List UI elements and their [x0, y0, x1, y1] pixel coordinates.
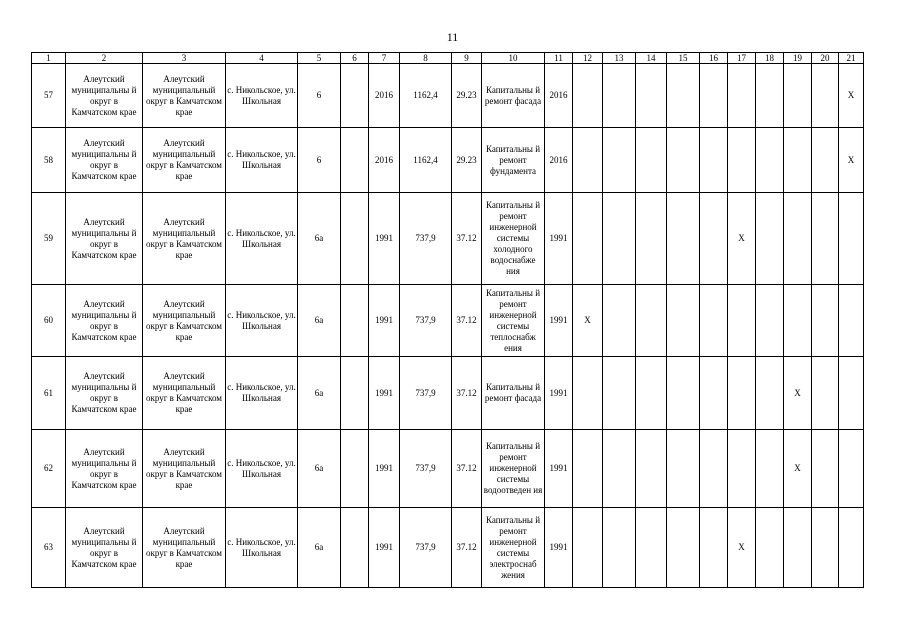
plan-col-15-cell	[667, 285, 700, 357]
municipality-cell: Алеутский муниципальны й округ в Камчатском крае	[66, 357, 143, 430]
owner-cell: Алеутский муниципальный округ в Камчатском крае	[143, 64, 226, 128]
column-header: 4	[226, 53, 298, 64]
row-number-cell: 63	[32, 508, 66, 588]
table-row	[32, 357, 864, 430]
column-header: 6	[341, 53, 369, 64]
address-cell: с. Никольское, ул. Школьная	[226, 193, 298, 285]
plan-col-19-cell	[784, 285, 812, 357]
column-header: 18	[756, 53, 784, 64]
building-letter-cell	[341, 430, 369, 508]
column-header: 12	[573, 53, 603, 64]
building-letter-cell	[341, 193, 369, 285]
work-type-cell: Капитальны й ремонт инженерной системы электроснаб жения	[482, 508, 545, 588]
plan-col-21-cell	[839, 508, 864, 588]
column-header: 7	[369, 53, 400, 64]
row-number-cell: 58	[32, 128, 66, 193]
owner-cell: Алеутский муниципальный округ в Камчатском крае	[143, 128, 226, 193]
plan-col-12-cell	[573, 430, 603, 508]
table-row	[32, 430, 864, 508]
wear-percent-cell: 29.23	[452, 128, 482, 193]
plan-col-13-cell	[603, 285, 636, 357]
address-cell: с. Никольское, ул. Школьная	[226, 357, 298, 430]
plan-col-13-cell	[603, 128, 636, 193]
plan-col-14-cell	[636, 193, 667, 285]
plan-col-17-cell: X	[728, 508, 756, 588]
wear-percent-cell: 37.12	[452, 285, 482, 357]
plan-col-16-cell	[700, 64, 728, 128]
column-header: 15	[667, 53, 700, 64]
owner-cell: Алеутский муниципальный округ в Камчатском крае	[143, 508, 226, 588]
house-number-cell: 6	[298, 64, 341, 128]
header-row	[32, 53, 864, 64]
column-header: 10	[482, 53, 545, 64]
area-cell: 737,9	[400, 285, 452, 357]
plan-col-19-cell: X	[784, 357, 812, 430]
column-header: 11	[545, 53, 573, 64]
building-letter-cell	[341, 64, 369, 128]
address-cell: с. Никольское, ул. Школьная	[226, 430, 298, 508]
plan-col-12-cell	[573, 357, 603, 430]
area-cell: 1162,4	[400, 64, 452, 128]
plan-col-21-cell	[839, 357, 864, 430]
plan-col-20-cell	[812, 430, 839, 508]
plan-col-19-cell	[784, 508, 812, 588]
municipality-cell: Алеутский муниципальны й округ в Камчатском крае	[66, 285, 143, 357]
plan-col-19-cell	[784, 64, 812, 128]
area-cell: 1162,4	[400, 128, 452, 193]
plan-col-20-cell	[812, 357, 839, 430]
column-header: 8	[400, 53, 452, 64]
wear-percent-cell: 37.12	[452, 193, 482, 285]
plan-col-14-cell	[636, 285, 667, 357]
row-number-cell: 57	[32, 64, 66, 128]
plan-col-18-cell	[756, 357, 784, 430]
plan-col-21-cell	[839, 430, 864, 508]
table-row	[32, 508, 864, 588]
year-commissioned-cell: 1991	[545, 508, 573, 588]
table-row	[32, 285, 864, 357]
municipality-cell: Алеутский муниципальны й округ в Камчатском крае	[66, 128, 143, 193]
plan-col-17-cell	[728, 430, 756, 508]
plan-col-14-cell	[636, 64, 667, 128]
house-number-cell: 6	[298, 128, 341, 193]
plan-col-21-cell	[839, 285, 864, 357]
plan-col-12-cell	[573, 508, 603, 588]
house-number-cell: 6а	[298, 430, 341, 508]
plan-col-20-cell	[812, 64, 839, 128]
municipality-cell: Алеутский муниципальны й округ в Камчатском крае	[66, 64, 143, 128]
plan-col-20-cell	[812, 508, 839, 588]
address-cell: с. Никольское, ул. Школьная	[226, 285, 298, 357]
page-number: 11	[446, 30, 459, 44]
municipality-cell: Алеутский муниципальны й округ в Камчатском крае	[66, 193, 143, 285]
owner-cell: Алеутский муниципальный округ в Камчатском крае	[143, 357, 226, 430]
table-row	[32, 193, 864, 285]
plan-col-20-cell	[812, 193, 839, 285]
column-header: 13	[603, 53, 636, 64]
year-commissioned-cell: 1991	[545, 430, 573, 508]
plan-col-15-cell	[667, 193, 700, 285]
year-built-cell: 1991	[369, 508, 400, 588]
area-cell: 737,9	[400, 357, 452, 430]
plan-col-19-cell: X	[784, 430, 812, 508]
building-letter-cell	[341, 128, 369, 193]
area-cell: 737,9	[400, 430, 452, 508]
year-commissioned-cell: 1991	[545, 193, 573, 285]
plan-col-18-cell	[756, 128, 784, 193]
building-letter-cell	[341, 285, 369, 357]
plan-col-13-cell	[603, 508, 636, 588]
plan-col-18-cell	[756, 193, 784, 285]
year-built-cell: 1991	[369, 285, 400, 357]
owner-cell: Алеутский муниципальный округ в Камчатском крае	[143, 430, 226, 508]
year-built-cell: 1991	[369, 357, 400, 430]
plan-col-18-cell	[756, 285, 784, 357]
column-header: 16	[700, 53, 728, 64]
plan-col-15-cell	[667, 357, 700, 430]
wear-percent-cell: 29.23	[452, 64, 482, 128]
work-type-cell: Капитальны й ремонт фасада	[482, 357, 545, 430]
work-type-cell: Капитальны й ремонт фасада	[482, 64, 545, 128]
plan-col-15-cell	[667, 128, 700, 193]
building-letter-cell	[341, 508, 369, 588]
column-header: 5	[298, 53, 341, 64]
plan-col-16-cell	[700, 285, 728, 357]
plan-col-13-cell	[603, 64, 636, 128]
plan-col-14-cell	[636, 128, 667, 193]
plan-col-15-cell	[667, 508, 700, 588]
wear-percent-cell: 37.12	[452, 357, 482, 430]
address-cell: с. Никольское, ул. Школьная	[226, 508, 298, 588]
plan-col-13-cell	[603, 430, 636, 508]
plan-col-14-cell	[636, 357, 667, 430]
municipality-cell: Алеутский муниципальны й округ в Камчатском крае	[66, 430, 143, 508]
house-number-cell: 6а	[298, 508, 341, 588]
plan-col-18-cell	[756, 430, 784, 508]
plan-col-21-cell: X	[839, 64, 864, 128]
work-type-cell: Капитальны й ремонт инженерной системы водоотведен ия	[482, 430, 545, 508]
plan-col-14-cell	[636, 430, 667, 508]
house-number-cell: 6а	[298, 357, 341, 430]
plan-col-15-cell	[667, 430, 700, 508]
year-built-cell: 1991	[369, 193, 400, 285]
address-cell: с. Никольское, ул. Школьная	[226, 128, 298, 193]
year-commissioned-cell: 2016	[545, 64, 573, 128]
plan-col-21-cell: X	[839, 128, 864, 193]
plan-col-15-cell	[667, 64, 700, 128]
year-commissioned-cell: 1991	[545, 285, 573, 357]
area-cell: 737,9	[400, 508, 452, 588]
work-type-cell: Капитальны й ремонт инженерной системы теплоснабж ения	[482, 285, 545, 357]
column-header: 21	[839, 53, 864, 64]
address-cell: с. Никольское, ул. Школьная	[226, 64, 298, 128]
column-header: 1	[32, 53, 66, 64]
work-type-cell: Капитальны й ремонт фундамента	[482, 128, 545, 193]
municipality-cell: Алеутский муниципальны й округ в Камчатском крае	[66, 508, 143, 588]
plan-col-17-cell	[728, 285, 756, 357]
plan-col-17-cell	[728, 64, 756, 128]
table-row	[32, 128, 864, 193]
plan-col-16-cell	[700, 508, 728, 588]
house-number-cell: 6а	[298, 193, 341, 285]
column-header: 20	[812, 53, 839, 64]
plan-col-20-cell	[812, 128, 839, 193]
plan-col-14-cell	[636, 508, 667, 588]
column-header: 19	[784, 53, 812, 64]
row-number-cell: 60	[32, 285, 66, 357]
column-header: 3	[143, 53, 226, 64]
area-cell: 737,9	[400, 193, 452, 285]
table-row	[32, 64, 864, 128]
plan-col-13-cell	[603, 357, 636, 430]
building-letter-cell	[341, 357, 369, 430]
plan-col-16-cell	[700, 193, 728, 285]
plan-col-16-cell	[700, 128, 728, 193]
row-number-cell: 62	[32, 430, 66, 508]
column-header: 14	[636, 53, 667, 64]
repair-schedule-table	[31, 52, 864, 588]
plan-col-12-cell: X	[573, 285, 603, 357]
wear-percent-cell: 37.12	[452, 430, 482, 508]
plan-col-16-cell	[700, 357, 728, 430]
plan-col-12-cell	[573, 128, 603, 193]
house-number-cell: 6а	[298, 285, 341, 357]
plan-col-19-cell	[784, 128, 812, 193]
plan-col-17-cell	[728, 357, 756, 430]
column-header: 2	[66, 53, 143, 64]
plan-col-19-cell	[784, 193, 812, 285]
year-commissioned-cell: 2016	[545, 128, 573, 193]
plan-col-17-cell	[728, 128, 756, 193]
plan-col-18-cell	[756, 64, 784, 128]
row-number-cell: 61	[32, 357, 66, 430]
column-header: 17	[728, 53, 756, 64]
plan-col-12-cell	[573, 193, 603, 285]
column-header: 9	[452, 53, 482, 64]
work-type-cell: Капитальны й ремонт инженерной системы холодного водоснабже ния	[482, 193, 545, 285]
row-number-cell: 59	[32, 193, 66, 285]
plan-col-18-cell	[756, 508, 784, 588]
wear-percent-cell: 37.12	[452, 508, 482, 588]
plan-col-13-cell	[603, 193, 636, 285]
year-built-cell: 2016	[369, 64, 400, 128]
year-built-cell: 1991	[369, 430, 400, 508]
year-commissioned-cell: 1991	[545, 357, 573, 430]
plan-col-17-cell: X	[728, 193, 756, 285]
plan-col-12-cell	[573, 64, 603, 128]
plan-col-16-cell	[700, 430, 728, 508]
owner-cell: Алеутский муниципальный округ в Камчатском крае	[143, 193, 226, 285]
owner-cell: Алеутский муниципальный округ в Камчатском крае	[143, 285, 226, 357]
plan-col-21-cell	[839, 193, 864, 285]
year-built-cell: 2016	[369, 128, 400, 193]
plan-col-20-cell	[812, 285, 839, 357]
